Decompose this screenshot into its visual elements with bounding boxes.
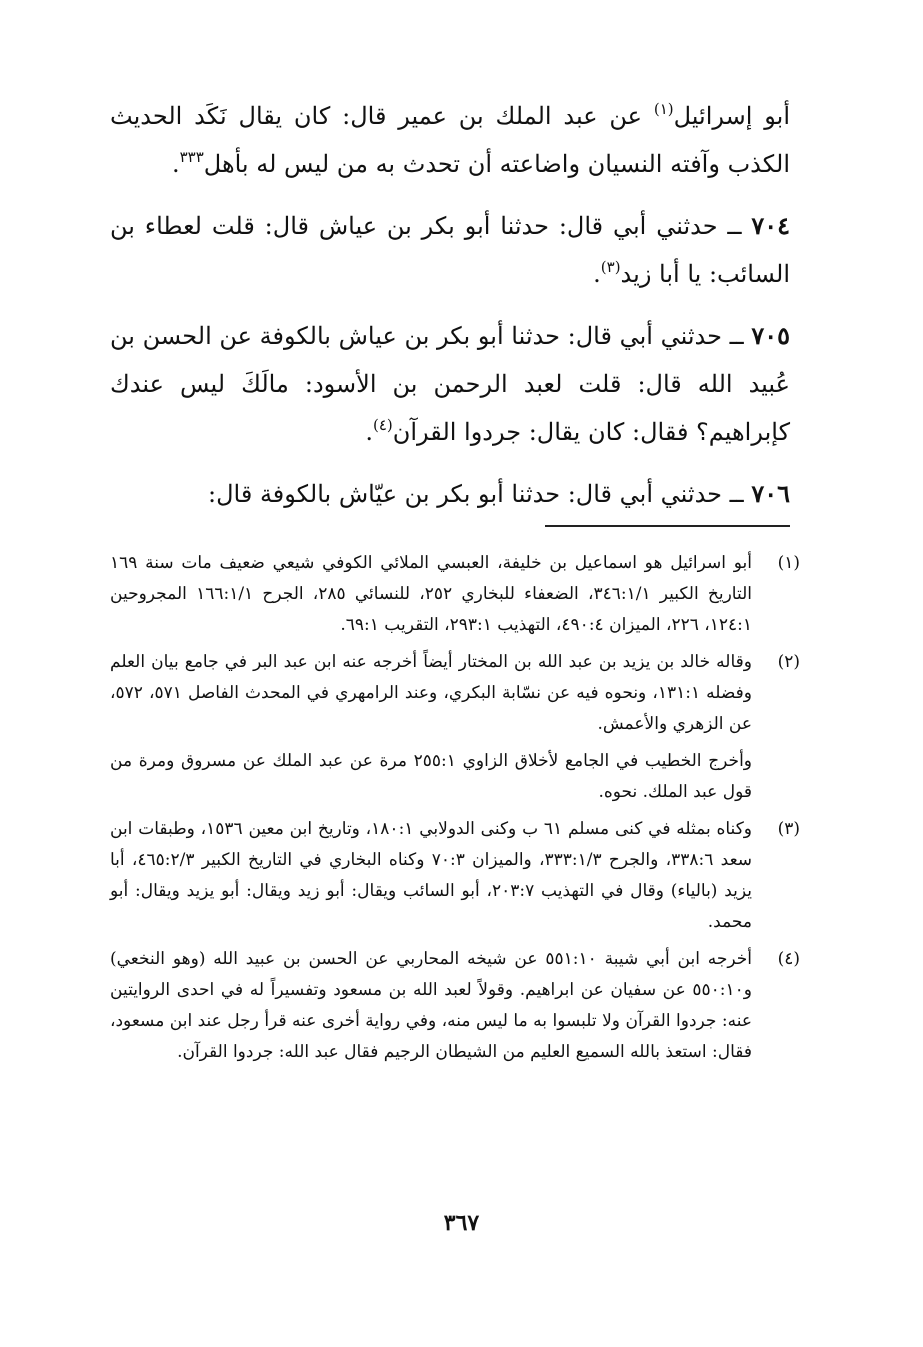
hadith-number-706: ٧٠٦	[751, 479, 790, 508]
para-705-end: .	[365, 418, 373, 446]
para-705-text: ــ حدثني أبي قال: حدثنا أبو بكر بن عياش بالكوفة عن الحسن بن عُبيد الله قال: قلت لعبد الرحمن بن الأسود: مالَكَ ليس عندك كإبراهيم؟ فقال: كان يقال: جردوا القرآن	[110, 322, 790, 446]
footnote-2-continuation: وأخرج الخطيب في الجامع لأخلاق الزاوي ٢٥٥:١ مرة عن عبد الملك عن مسروق ومرة من قول عبد الملك. نحوه.	[110, 751, 752, 802]
footnote-1	[110, 548, 800, 641]
footnote-ref-1: (١)	[653, 100, 674, 118]
footnote-3-number: (٣)	[777, 819, 800, 839]
footnote-divider	[545, 525, 790, 527]
footnote-4-number: (٤)	[777, 949, 800, 969]
hadith-number-704: ٧٠٤	[751, 211, 790, 240]
footnote-ref-4: (٤)	[372, 416, 393, 434]
footnote-4	[110, 944, 800, 1068]
para1-text-start: أبو إسرائيل	[673, 102, 790, 130]
paragraph-704	[110, 202, 790, 298]
para-706-text: ــ حدثني أبي قال: حدثنا أبو بكر بن عيّاش بالكوفة قال:	[208, 480, 752, 508]
main-text	[110, 92, 790, 532]
page-number: ٣٦٧	[443, 1210, 480, 1236]
footnote-2-number: (٢)	[777, 652, 800, 672]
para-704-text: ــ حدثني أبي قال: حدثنا أبو بكر بن عياش قال: قلت لعطاء بن السائب: يا أبا زيد	[110, 212, 790, 288]
footnote-2-text: وقاله خالد بن يزيد بن عبد الله بن المختار أيضاً أخرجه عنه ابن عبد البر في جامع بيان العلم وفضله ١٣١:١، ونحوه فيه عن نسّابة البكري، وعند الرامهري في المحدث الفاصل ٥٧١، ٥٧٢، عن الزهري والأعمش.	[110, 652, 752, 734]
footnote-3	[110, 814, 800, 938]
footnote-ref-2: ٣٣٣	[179, 148, 204, 166]
paragraph-706	[110, 470, 790, 518]
para1-text: عن عبد الملك بن عمير قال: كان يقال نَكَد الحديث الكذب وآفته النسيان واضاعته أن تحدث به من ليس له بأهل	[110, 102, 790, 178]
footnote-4-text: أخرجه ابن أبي شيبة ٥٥١:١٠ عن شيخه المحاربي عن الحسن بن عبيد الله (وهو النخعي) و٥٥٠:١٠ عن سفيان عن ابراهيم. وقولاً لعبد الله بن مسعود وتفسيراً له في احدى الروايتين عنه: جردوا القرآن ولا تلبسوا به ما ليس منه، وفي رواية أخرى عنه قرأ رجل عند ابن مسعود، فقال: استعذ بالله السميع العليم من الشيطان الرجيم فقال عبد الله: جردوا القرآن.	[110, 949, 752, 1062]
footnote-3-text: وكناه بمثله في كنى مسلم ٦١ ب وكنى الدولابي ١٨٠:١، وتاريخ ابن معين ١٥٣٦، وطبقات ابن سعد ٣٣٨:٦، والجرح ٣٣٣:١/٣، والميزان ٧٠:٣ وكناه البخاري في التاريخ الكبير ٤٦٥:٢/٣، أبا يزيد (بالياء) وقال في التهذيب ٢٠٣:٧، أبو السائب ويقال: أبو زيد ويقال: أبو يزيد ويقال: أبو محمد.	[110, 819, 753, 932]
footnotes	[110, 548, 800, 1074]
hadith-number-705: ٧٠٥	[751, 321, 790, 350]
paragraph-1	[110, 92, 790, 188]
paragraph-705	[110, 312, 790, 456]
footnote-1-text: أبو اسرائيل هو اسماعيل بن خليفة، العبسي الملائي الكوفي شيعي ضعيف مات سنة ١٦٩ التاريخ الكبير ٣٤٦:١/١، الضعفاء للبخاري ٢٥٢، للنسائي ٢٨٥، الجرح ١٦٦:١/١ المجروحين ١٢٤:١، ٢٢٦، الميزان ٤٩٠:٤، التهذيب ٢٩٣:١، التقريب ٦٩:١.	[110, 553, 753, 635]
footnote-1-number: (١)	[777, 553, 800, 573]
para-704-end: .	[593, 260, 601, 288]
para1-end: .	[171, 150, 180, 178]
footnote-2	[110, 647, 800, 740]
footnote-ref-3: (٣)	[600, 258, 621, 276]
